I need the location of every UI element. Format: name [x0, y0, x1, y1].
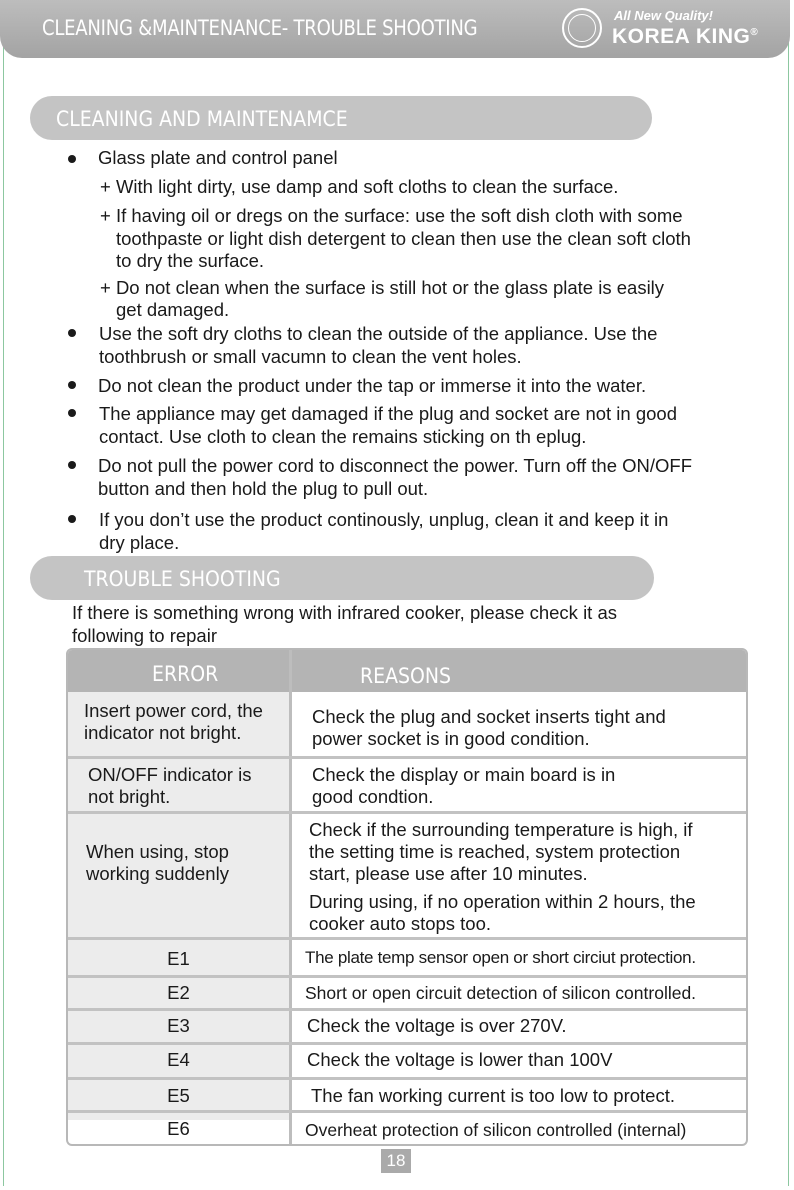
- list-item: to dry the surface.: [116, 250, 265, 271]
- header-title: CLEANING &MAINTENANCE- TROUBLE SHOOTING: [42, 16, 478, 40]
- header-bar: [0, 0, 790, 58]
- table-cell-reason: Check if the surrounding temperature is high, if the setting time is reached, system protection start, please use after 10 minutes. During using, if no operation within 2 hours, the cooker auto stops too.: [309, 819, 696, 934]
- list-item: get damaged.: [116, 299, 230, 320]
- trouble-intro: [72, 601, 712, 647]
- list-item: contact. Use cloth to clean the remains sticking on th eplug.: [99, 426, 587, 447]
- list-item: If you don’t use the product continously, unplug, clean it and keep it in: [99, 509, 669, 530]
- intro-line: following to repair: [72, 625, 217, 646]
- column-divider: [289, 650, 292, 1146]
- table-cell-reason: Check the voltage is lower than 100V: [307, 1049, 613, 1070]
- list-item: The appliance may get damaged if the plug and socket are not in good: [99, 403, 677, 424]
- row-divider: [68, 1042, 748, 1045]
- list-item: button and then hold the plug to pull out.: [98, 478, 429, 499]
- error-code: E5: [167, 1085, 190, 1106]
- table-cell-reason: The fan working current is too low to protect.: [311, 1085, 676, 1106]
- row-divider: [68, 811, 748, 814]
- list-item: toothpaste or light dish detergent to clean then use the clean soft cloth: [116, 228, 691, 249]
- bullet-icon: [68, 409, 76, 417]
- bullet-icon: [68, 515, 76, 523]
- row-divider: [68, 1008, 748, 1011]
- trouble-table: [66, 648, 748, 1146]
- column-header: ERROR: [152, 662, 219, 686]
- list-item: + With light dirty, use damp and soft cloths to clean the surface.: [100, 176, 619, 197]
- section-heading-label: CLEANING AND MAINTENAMCE: [56, 107, 348, 131]
- bullet-icon: [68, 155, 76, 163]
- error-code: E1: [167, 948, 190, 969]
- brand-seal-icon: [562, 8, 602, 48]
- table-header-error: [68, 650, 289, 692]
- list-item: toothbrush or small vacumn to clean the vent holes.: [99, 346, 522, 367]
- row-divider: [68, 937, 748, 940]
- page-number: 18: [381, 1149, 411, 1173]
- list-item: + If having oil or dregs on the surface: use the soft dish cloth with some: [100, 205, 683, 226]
- bullet-icon: [68, 381, 76, 389]
- list-item: Glass plate and control panel: [98, 147, 338, 168]
- row-divider: [68, 756, 748, 759]
- error-code: E4: [167, 1049, 190, 1070]
- table-cell-reason: Check the voltage is over 270V.: [307, 1015, 567, 1036]
- section-heading-trouble: [30, 556, 654, 600]
- error-code: E3: [167, 1015, 190, 1036]
- table-cell-reason: Check the display or main board is in good condtion.: [312, 764, 616, 807]
- brand-name: KOREA KING®: [612, 25, 759, 48]
- list-item: Use the soft dry cloths to clean the outside of the appliance. Use the: [99, 323, 658, 344]
- section-heading-label: TROUBLE SHOOTING: [84, 567, 281, 591]
- section-heading-cleaning: [30, 96, 652, 140]
- table-cell-error: When using, stop working suddenly: [86, 841, 229, 884]
- error-code: E2: [167, 982, 190, 1003]
- row-divider: [68, 1110, 748, 1113]
- list-item: + Do not clean when the surface is still hot or the glass plate is easily: [100, 277, 665, 298]
- list-item: Do not clean the product under the tap or immerse it into the water.: [98, 375, 647, 396]
- table-cell-reason: Short or open circuit detection of silicon controlled.: [305, 983, 697, 1003]
- error-code: E6: [167, 1118, 190, 1139]
- list-item: dry place.: [99, 532, 180, 553]
- bullet-icon: [68, 329, 76, 337]
- bullet-icon: [68, 461, 76, 469]
- table-cell-reason: Check the plug and socket inserts tight and power socket is in good condition.: [312, 706, 666, 749]
- table-cell-reason: Overheat protection of silicon controlled (internal): [305, 1120, 687, 1140]
- row-divider: [68, 975, 748, 978]
- table-cell-reason: The plate temp sensor open or short circiut protection.: [305, 948, 696, 967]
- row-divider: [68, 1077, 748, 1080]
- column-header: REASONS: [360, 664, 452, 688]
- brand-tagline: All New Quality!: [614, 8, 713, 23]
- list-item: Do not pull the power cord to disconnect the power. Turn off the ON/OFF: [98, 455, 693, 476]
- table-cell-error: Insert power cord, the indicator not bright.: [84, 700, 263, 743]
- table-cell-error: ON/OFF indicator is not bright.: [88, 764, 252, 807]
- table-header-reasons: [292, 650, 748, 692]
- intro-line: If there is something wrong with infrared cooker, please check it as: [72, 602, 617, 623]
- brand-logo: [562, 6, 782, 52]
